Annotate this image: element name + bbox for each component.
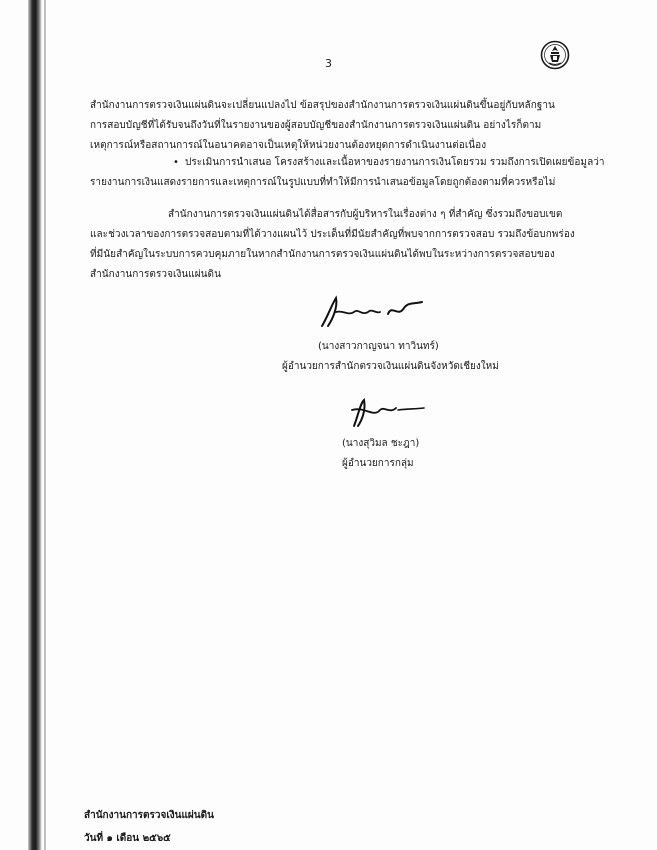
paragraph-communication (90, 205, 610, 285)
scan-edge-shadow (28, 0, 42, 850)
bullet-symbol: • (173, 157, 179, 168)
bullet-line: รายงานการเงินแสดงรายการและเหตุการณ์ในรูปแบบที่ทำให้มีการนำเสนอข้อมูลโดยถูกต้องตามที่ควรหรือไม่ (90, 177, 556, 188)
bullet-line: ประเมินการนำเสนอ โครงสร้างและเนื้อหาของรายงานการเงินโดยรวม รวมถึงการเปิดเผยข้อมูลว่า (184, 157, 605, 168)
signatory-1-title: ผู้อำนวยการสำนักตรวจเงินแผ่นดินจังหวัดเชียงใหม่ (282, 361, 499, 372)
scan-edge-line (44, 0, 46, 850)
bullet-item-presentation (90, 153, 610, 193)
handwritten-signature-1 (318, 290, 428, 332)
signatory-2-title: ผู้อำนวยการกลุ่ม (342, 458, 414, 469)
paragraph-line: สำนักงานการตรวจเงินแผ่นดินได้สื่อสารกับผู้บริหารในเรื่องต่าง ๆ ที่สำคัญ ซึ่งรวมถึงขอบเขต (168, 209, 563, 220)
emblem-seal-icon (540, 40, 570, 70)
paragraph-line: การสอบบัญชีที่ได้รับจนถึงวันที่ในรายงานของผู้สอบบัญชีของสำนักงานการตรวจเงินแผ่นดิน อย่างไรก็ตาม (90, 120, 542, 131)
paragraph-line: สำนักงานการตรวจเงินแผ่นดิน (90, 269, 221, 280)
paragraph-line: และช่วงเวลาของการตรวจสอบตามที่ได้วางแผนไว้ ประเด็นที่มีนัยสำคัญที่พบจากการตรวจสอบ รวมถึงข้อบกพร่อง (90, 229, 575, 240)
handwritten-signature-2 (344, 396, 426, 430)
paragraph-line: ที่มีนัยสำคัญในระบบการควบคุมภายในหากสำนักงานการตรวจเงินแผ่นดินได้พบในระหว่างการตรวจสอบของ (90, 249, 555, 260)
paragraph-going-concern (90, 96, 610, 156)
paragraph-line: สำนักงานการตรวจเงินแผ่นดินจะเปลี่ยนแปลงไป ข้อสรุปของสำนักงานการตรวจเงินแผ่นดินขึ้นอยู่กับหลักฐาน (90, 100, 555, 111)
signatory-2-name: (นางสุวิมล ชะฎา) (342, 438, 420, 449)
paragraph-line: เหตุการณ์หรือสถานการณ์ในอนาคตอาจเป็นเหตุให้หน่วยงานต้องหยุดการดำเนินงานต่อเนื่อง (90, 140, 487, 151)
footer-office-name: สำนักงานการตรวจเงินแผ่นดิน (84, 810, 214, 821)
footer-date-partial: วันที่ ๑ เดือน ๒๕๖๕ (84, 833, 171, 841)
page-number: 3 (325, 57, 332, 70)
signatory-1-name: (นางสาวกาญจนา ทาวินทร์) (318, 341, 439, 352)
